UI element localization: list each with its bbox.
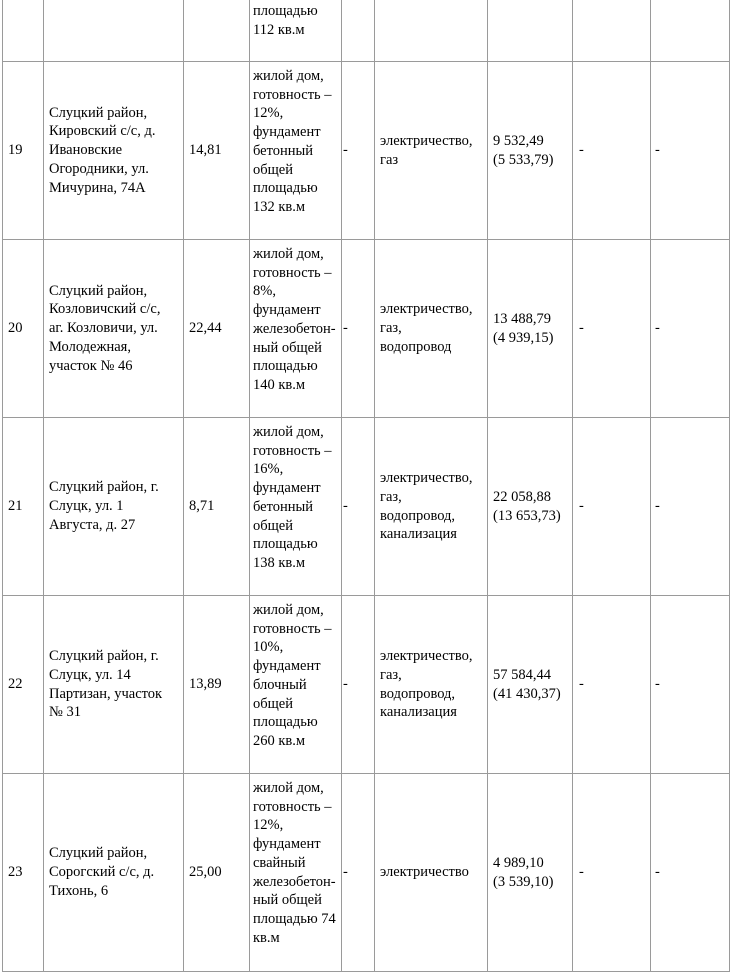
row-number: 20	[8, 320, 23, 337]
cell-cost	[488, 418, 573, 596]
utility-line: газ,	[380, 666, 402, 683]
description-line: общей	[253, 695, 293, 712]
description-line: фундамент	[253, 658, 321, 675]
cell-col5	[342, 418, 375, 596]
cell-description	[250, 596, 342, 774]
address-line: Ивановские	[49, 142, 123, 159]
cell-description	[250, 62, 342, 240]
utility-line: газ,	[380, 488, 402, 505]
address-line: Слуцкий район, г.	[49, 479, 159, 496]
description-line: фундамент	[253, 302, 321, 319]
utility-line: электричество,	[380, 648, 473, 665]
dash-value: -	[655, 142, 660, 159]
description-line: общей	[253, 517, 293, 534]
address-line: Августа, д. 27	[49, 516, 136, 533]
address-line: Слуцкий район,	[49, 282, 148, 299]
cell-utilities	[375, 774, 488, 972]
address-line: Мичурина, 74А	[49, 179, 146, 196]
cell-address	[44, 774, 184, 972]
utility-line: электричество,	[380, 132, 473, 149]
table-row	[3, 596, 730, 774]
cell-col8	[573, 596, 651, 774]
utility-line: электричество,	[380, 470, 473, 487]
address-line: Слуцкий район,	[49, 104, 148, 121]
row-number: 21	[8, 498, 23, 515]
dash-value: -	[655, 864, 660, 881]
description-line: 260 кв.м	[253, 732, 306, 749]
row-number: 23	[8, 864, 23, 881]
description-line: фундамент	[253, 836, 321, 853]
description-line: площадью	[253, 536, 318, 553]
cell-num	[3, 774, 44, 972]
description-line: 12%,	[253, 817, 284, 834]
cell-area	[184, 240, 250, 418]
cell-num	[3, 596, 44, 774]
cell-col9	[651, 418, 730, 596]
area-value: 14,81	[189, 142, 222, 159]
cell-address	[44, 62, 184, 240]
address-line: Козловичский с/с,	[49, 301, 161, 318]
cost-line: (4 939,15)	[493, 329, 554, 346]
description-line: 132 кв.м	[253, 198, 306, 215]
description-line: 16%,	[253, 461, 284, 478]
area-value: 22,44	[189, 320, 222, 337]
cell-description	[250, 0, 342, 62]
dash-value: -	[579, 142, 584, 159]
dash-value: -	[343, 676, 348, 693]
cell-num	[3, 240, 44, 418]
row-number: 22	[8, 676, 23, 693]
dash-value: -	[343, 498, 348, 515]
cell-utilities	[375, 596, 488, 774]
cost-line: 9 532,49	[493, 132, 544, 149]
utility-line: водопровод,	[380, 507, 456, 524]
description-line: 138 кв.м	[253, 554, 306, 571]
cell-area	[184, 0, 250, 62]
description-line: площадью	[253, 3, 318, 19]
cell-col9	[651, 596, 730, 774]
cell-address	[44, 418, 184, 596]
dash-value: -	[655, 676, 660, 693]
description-line: жилой дом,	[253, 246, 324, 262]
cell-num	[3, 0, 44, 62]
description-line: готовность –	[253, 798, 332, 815]
utility-line: канализация	[380, 704, 457, 721]
cell-num	[3, 62, 44, 240]
cost-line: (5 533,79)	[493, 151, 554, 168]
table-row	[3, 418, 730, 596]
address-line: аг. Козловичи, ул.	[49, 320, 158, 337]
cost-line: 4 989,10	[493, 854, 544, 871]
table-row	[3, 774, 730, 972]
table-row	[3, 62, 730, 240]
description-line: готовность –	[253, 86, 332, 103]
address-line: Тихонь, 6	[49, 882, 109, 899]
dash-value: -	[579, 864, 584, 881]
cell-area	[184, 596, 250, 774]
description-line: железобетон-	[253, 873, 336, 890]
cell-cost	[488, 62, 573, 240]
cell-utilities	[375, 62, 488, 240]
dash-value: -	[655, 320, 660, 337]
dash-value: -	[579, 676, 584, 693]
cell-col5	[342, 240, 375, 418]
cell-col5	[342, 596, 375, 774]
dash-value: -	[343, 864, 348, 881]
cell-address	[44, 240, 184, 418]
table-row	[3, 240, 730, 418]
cell-col8	[573, 418, 651, 596]
description-line: площадью	[253, 180, 318, 197]
cell-utilities	[375, 0, 488, 62]
address-line: Огородники, ул.	[49, 160, 149, 177]
area-value: 25,00	[189, 864, 222, 881]
description-line: железобетон-	[253, 320, 336, 337]
cost-line: 13 488,79	[493, 310, 551, 327]
cell-col8	[573, 774, 651, 972]
description-line: фундамент	[253, 124, 321, 141]
area-value: 13,89	[189, 676, 222, 693]
cell-cost	[488, 774, 573, 972]
description-line: 140 кв.м	[253, 376, 306, 393]
cell-col8	[573, 240, 651, 418]
cell-num	[3, 418, 44, 596]
description-line: бетонный	[253, 142, 314, 159]
cell-col9	[651, 240, 730, 418]
description-line: жилой дом,	[253, 68, 324, 84]
cost-line: (41 430,37)	[493, 685, 561, 702]
cell-col9	[651, 774, 730, 972]
dash-value: -	[579, 498, 584, 515]
description-line: 10%,	[253, 639, 284, 656]
cell-utilities	[375, 240, 488, 418]
address-line: № 31	[49, 704, 81, 721]
address-line: Молодежная,	[49, 338, 131, 355]
description-line: площадью	[253, 358, 318, 375]
description-line: готовность –	[253, 442, 332, 459]
cell-area	[184, 418, 250, 596]
utility-line: канализация	[380, 526, 457, 543]
cell-description	[250, 240, 342, 418]
dash-value: -	[343, 320, 348, 337]
cell-description	[250, 774, 342, 972]
description-line: ный общей	[253, 892, 322, 909]
address-line: участок № 46	[49, 357, 133, 374]
area-value: 8,71	[189, 498, 215, 515]
utility-line: электричество	[380, 864, 469, 881]
cost-line: 57 584,44	[493, 666, 551, 683]
cell-cost	[488, 596, 573, 774]
address-line: Слуцк, ул. 1	[49, 498, 124, 515]
cell-description	[250, 418, 342, 596]
cell-cost	[488, 0, 573, 62]
utility-line: водопровод,	[380, 685, 456, 702]
dash-value: -	[655, 498, 660, 515]
cell-col9	[651, 62, 730, 240]
cell-address	[44, 0, 184, 62]
description-line: блочный	[253, 676, 307, 693]
cell-area	[184, 62, 250, 240]
cost-line: (13 653,73)	[493, 507, 561, 524]
cell-utilities	[375, 418, 488, 596]
address-line: Слуцк, ул. 14	[49, 666, 131, 683]
description-line: жилой дом,	[253, 602, 324, 618]
description-line: площадью 74	[253, 910, 336, 927]
cell-address	[44, 596, 184, 774]
description-line: жилой дом,	[253, 424, 324, 440]
row-number: 19	[8, 142, 23, 159]
utility-line: газ	[380, 151, 399, 168]
description-line: ный общей	[253, 339, 322, 356]
description-line: площадью	[253, 714, 318, 731]
dash-value: -	[579, 320, 584, 337]
cell-col8	[573, 62, 651, 240]
address-line: Сорогский с/с, д.	[49, 864, 155, 881]
description-line: общей	[253, 161, 293, 178]
description-line: готовность –	[253, 620, 332, 637]
description-line: бетонный	[253, 498, 314, 515]
description-line: готовность –	[253, 264, 332, 281]
utility-line: водопровод	[380, 338, 452, 355]
cell-area	[184, 774, 250, 972]
address-line: Кировский с/с, д.	[49, 123, 156, 140]
cell-cost	[488, 240, 573, 418]
cost-line: (3 539,10)	[493, 873, 554, 890]
cell-col5	[342, 62, 375, 240]
address-line: Слуцкий район, г.	[49, 648, 159, 665]
cost-line: 22 058,88	[493, 488, 551, 505]
description-line: 12%,	[253, 105, 284, 122]
description-line: 112 кв.м	[253, 21, 305, 38]
description-line: фундамент	[253, 480, 321, 497]
dash-value: -	[343, 142, 348, 159]
cell-col5	[342, 0, 375, 62]
description-line: кв.м	[253, 929, 280, 946]
cell-col8	[573, 0, 651, 62]
cell-col5	[342, 774, 375, 972]
description-line: свайный	[253, 854, 306, 871]
address-line: Партизан, участок	[49, 685, 163, 702]
cell-col9	[651, 0, 730, 62]
property-table	[2, 0, 730, 972]
address-line: Слуцкий район,	[49, 845, 148, 862]
utility-line: газ,	[380, 320, 402, 337]
description-line: 8%,	[253, 283, 276, 300]
table-row-continuation	[3, 0, 730, 62]
utility-line: электричество,	[380, 301, 473, 318]
description-line: жилой дом,	[253, 780, 324, 796]
